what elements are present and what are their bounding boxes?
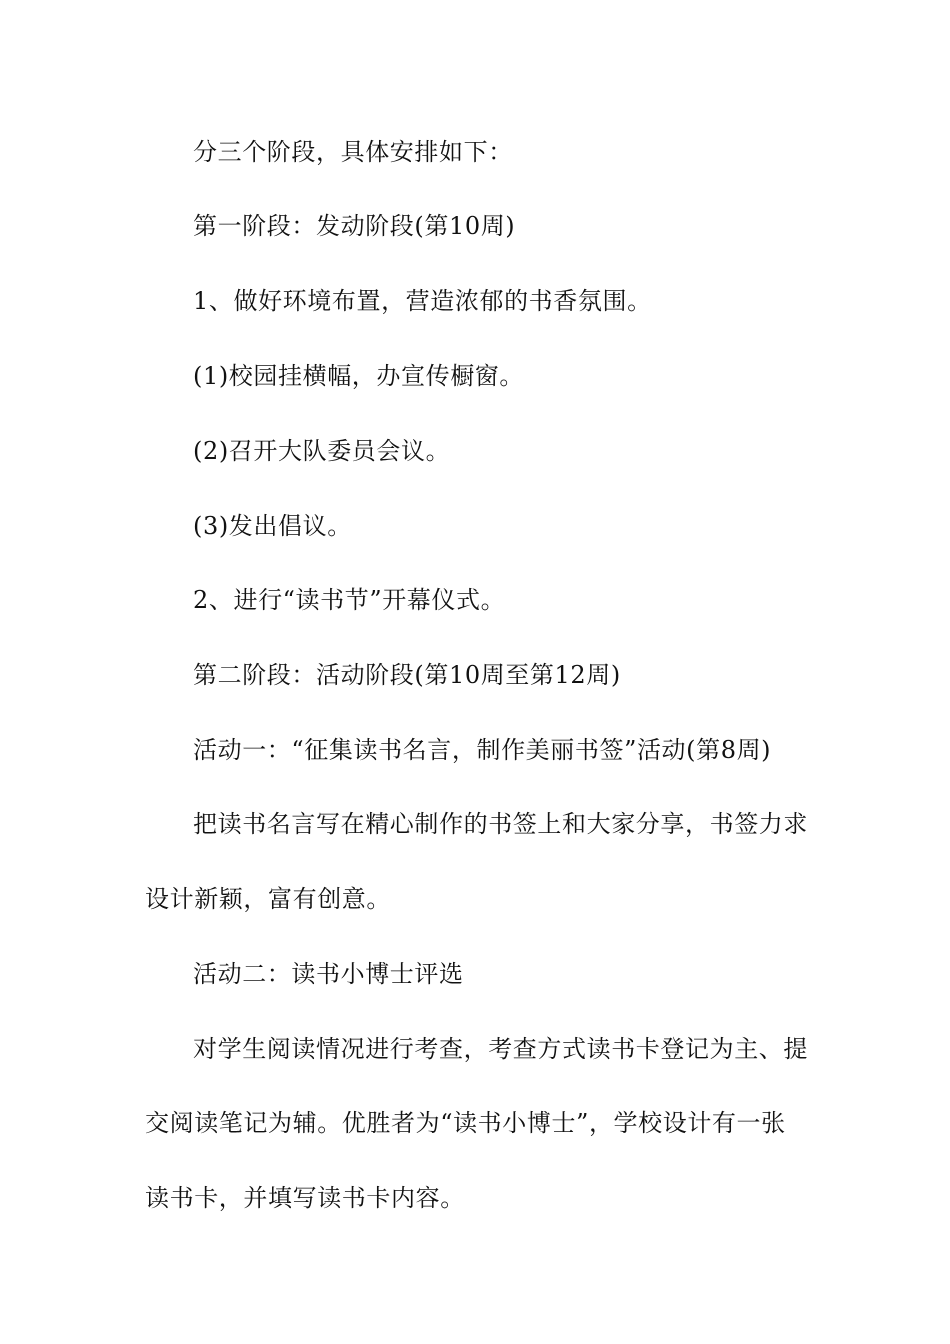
activity-heading: 活动二：读书小博士评选 (193, 960, 464, 988)
list-item: (3)发出倡议。 (193, 512, 352, 540)
section-heading: 第一阶段：发动阶段(第10周) (193, 212, 516, 240)
list-item: (1)校园挂横幅，办宣传橱窗。 (193, 362, 524, 390)
paragraph-line: 1、做好环境布置，营造浓郁的书香氛围。 (193, 287, 652, 315)
list-item: (2)召开大队委员会议。 (193, 437, 451, 465)
paragraph-line: 分三个阶段，具体安排如下： (193, 138, 513, 166)
paragraph-line: 对学生阅读情况进行考查，考查方式读书卡登记为主、提 (193, 1035, 808, 1063)
paragraph-line: 设计新颖，富有创意。 (145, 885, 391, 913)
activity-heading: 活动一：“征集读书名言，制作美丽书签”活动(第8周) (193, 736, 772, 764)
paragraph-line: 把读书名言写在精心制作的书签上和大家分享，书签力求 (193, 810, 808, 838)
paragraph-line: 读书卡，并填写读书卡内容。 (145, 1184, 465, 1212)
paragraph-line: 交阅读笔记为辅。优胜者为“读书小博士”，学校设计有一张 (145, 1109, 786, 1137)
paragraph-line: 2、进行“读书节”开幕仪式。 (193, 586, 506, 614)
section-heading: 第二阶段：活动阶段(第10周至第12周) (193, 661, 621, 689)
